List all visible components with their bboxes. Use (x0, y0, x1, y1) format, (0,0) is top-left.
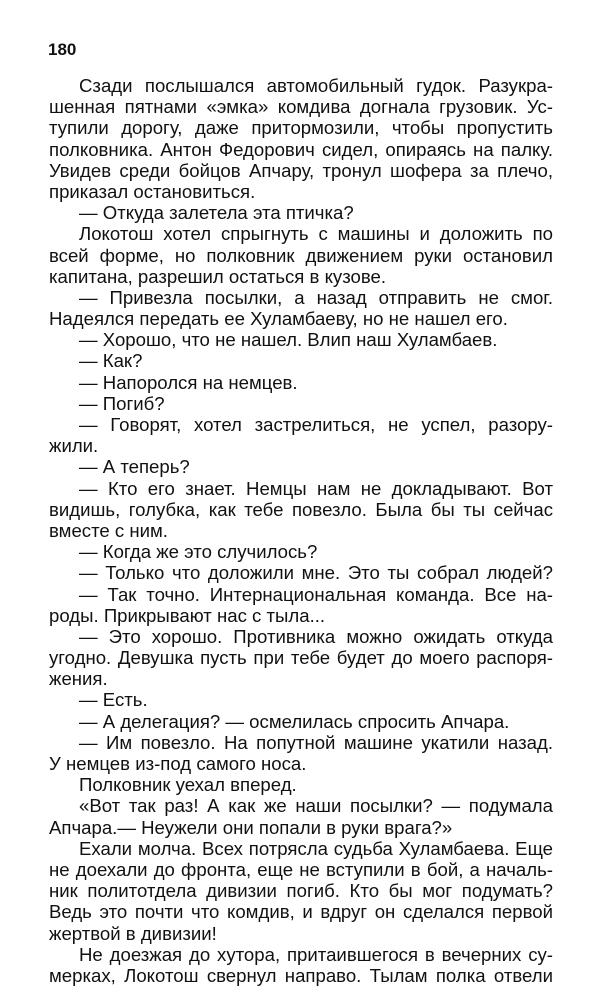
text-line: не доехали до фронта, еще не вступили в бой, а началь- (49, 858, 553, 880)
text-line: Увидев среди бойцов Апчару, тронул шофера за плечо, (49, 159, 553, 181)
text-line: Не доезжая до хутора, притаившегося в вечерних су- (79, 943, 553, 965)
text-line: — Так точно. Интернациональная команда. Все на- (79, 583, 553, 605)
text-line: Сзади послышался автомобильный гудок. Разукра- (79, 75, 553, 96)
page-number: 180 (48, 40, 77, 59)
text-line: угодно. Девушка пусть при тебе будет до моего распоря- (49, 647, 553, 669)
text-line: приказал остановиться. (49, 180, 256, 202)
text-line: — Им повезло. На попутной машине укатили назад. (79, 731, 553, 753)
text-line: — Как? (79, 350, 143, 372)
text-line: ник политотдела дивизии погиб. Кто бы мог подумать? (49, 880, 553, 902)
text-line: видишь, голубка, как тебе повезло. Была бы ты сейчас (49, 498, 553, 520)
text-line: Полковник уехал вперед. (79, 774, 297, 796)
text-line: жения. (49, 668, 108, 690)
text-line: — Только что доложили мне. Это ты собрал людей? (79, 562, 553, 584)
text-line: роды. Прикрывают нас с тыла... (49, 604, 326, 626)
text-line: У немцев из-под самого носа. (49, 753, 307, 774)
text-line: — А делегация? — осмелилась спросить Апчара. (79, 710, 510, 732)
text-line: тупили дорогу, даже притормозили, чтобы пропустить (49, 117, 553, 139)
text-line: вместе с ним. (49, 519, 168, 541)
text-line: — Это хорошо. Противника можно ожидать откуда (79, 625, 553, 647)
text-line: — Кто его знает. Немцы нам не докладывают. Вот (79, 477, 553, 499)
body-text (49, 75, 553, 986)
text-line: Апчара.— Неужели они попали в руки врага?» (49, 816, 453, 838)
text-line: — Привезла посылки, а назад отправить не смог. (79, 286, 553, 308)
text-line: жертвой в дивизии! (49, 922, 217, 944)
text-line: шенная пятнами «эмка» комдива догнала грузовик. Ус- (49, 96, 553, 118)
text-line: жили. (49, 435, 99, 457)
text-line: — Хорошо, что не нашел. Влип наш Хуламбаев. (79, 329, 498, 351)
text-line: Локотош хотел спрыгнуть с машины и доложить по (79, 223, 553, 245)
text-line: мерках, Локотош свернул направо. Тылам полка отвели (49, 964, 553, 986)
text-line: — А теперь? (79, 456, 190, 478)
text-line: — Напоролся на немцев. (79, 371, 298, 393)
text-line: Ехали молча. Всех потрясла судьба Хуламбаева. Еще (79, 837, 553, 859)
text-line: — Когда же это случилось? (79, 541, 318, 563)
text-line: полковника. Антон Федорович сидел, опираясь на палку. (49, 138, 553, 160)
text-line: — Есть. (79, 689, 148, 711)
text-line: «Вот так раз! А как же наши посылки? — подумала (79, 795, 553, 817)
text-line: — Откуда залетела эта птичка? (79, 202, 354, 224)
text-line: капитана, разрешил остаться в кузове. (49, 265, 387, 287)
text-line: Ведь это почти что комдив, и вдруг он сделался первой (49, 901, 553, 923)
text-line: всей форме, но полковник движением руки остановил (49, 244, 553, 266)
text-line: Надеялся передать ее Хуламбаеву, но не нашел его. (49, 308, 508, 330)
text-line: — Говорят, хотел застрелиться, не успел, разору- (79, 414, 553, 435)
text-line: — Погиб? (79, 392, 165, 414)
